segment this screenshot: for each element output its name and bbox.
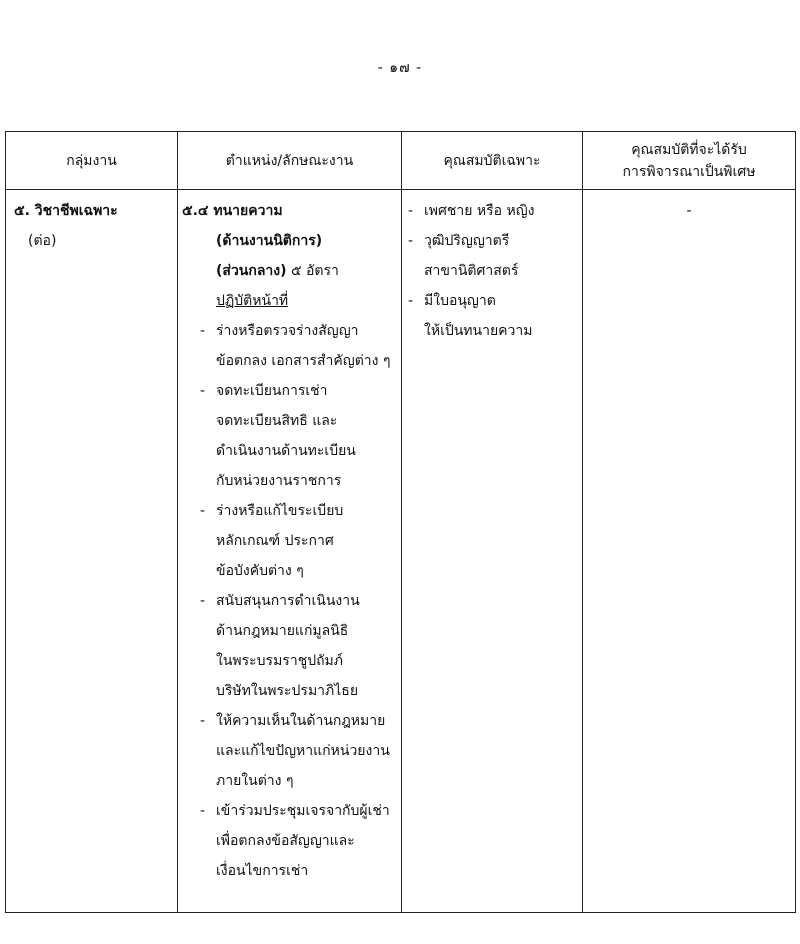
group-title: ๕. วิชาชีพเฉพาะ <box>14 203 118 219</box>
bullet-dash: - <box>408 233 414 249</box>
duty-item <box>178 376 401 406</box>
bullet-dash: - <box>408 293 414 309</box>
qualification-item-text: วุฒิปริญญาตรี <box>424 233 510 249</box>
table-row <box>6 190 796 913</box>
duty-item-continuation: หลักเกณฑ์ ประกาศ <box>216 533 334 549</box>
duty-item <box>178 706 401 736</box>
qualification-item-continuation: ให้เป็นทนายความ <box>424 323 533 339</box>
qualification-item <box>402 226 582 256</box>
header-group: กลุ่มงาน <box>6 132 178 190</box>
table-header-row <box>6 132 796 190</box>
duty-item-text: เข้าร่วมประชุมเจรจากับผู้เช่า <box>216 803 390 819</box>
duty-item-continuation: ดำเนินงานด้านทะเบียน <box>216 443 356 459</box>
qualification-item <box>402 196 582 226</box>
bullet-dash: - <box>200 713 206 729</box>
special-consideration-cell <box>583 190 796 913</box>
duty-item <box>178 586 401 616</box>
header-position: ตำแหน่ง/ลักษณะงาน <box>178 132 402 190</box>
duty-item-continuation: และแก้ไขปัญหาแก่หน่วยงาน <box>216 743 390 759</box>
bullet-dash: - <box>200 803 206 819</box>
duty-item-text: ร่างหรือแก้ไขระเบียบ <box>216 503 344 519</box>
qualification-item-text: มีใบอนุญาต <box>424 293 496 309</box>
position-quota <box>178 256 401 286</box>
bullet-dash: - <box>200 503 206 519</box>
bullet-dash: - <box>408 203 414 219</box>
duty-item <box>178 796 401 826</box>
header-special-consideration <box>583 132 796 190</box>
bullet-dash: - <box>200 383 206 399</box>
position-cell <box>178 190 402 913</box>
duty-item-continuation: ด้านกฎหมายแก่มูลนิธิ <box>216 623 349 639</box>
duty-label-line <box>178 286 401 316</box>
position-count: ๕ อัตรา <box>286 263 339 279</box>
qualification-cell <box>402 190 583 913</box>
duty-item-continuation: ภายในต่าง ๆ <box>216 773 294 789</box>
duty-item-text: สนับสนุนการดำเนินงาน <box>216 593 360 609</box>
position-title: ๕.๔ ทนายความ <box>182 203 283 219</box>
group-continued: (ต่อ) <box>28 233 57 249</box>
duty-item-text: ให้ความเห็นในด้านกฎหมาย <box>216 713 386 729</box>
duty-item <box>178 316 401 346</box>
header-qualification: คุณสมบัติเฉพาะ <box>402 132 583 190</box>
qualification-item <box>402 286 582 316</box>
bullet-dash: - <box>200 593 206 609</box>
duty-item-continuation: ข้อตกลง เอกสารสำคัญต่าง ๆ <box>216 353 391 369</box>
special-consideration-value: - <box>686 203 692 219</box>
header-special-line-2: การพิจารณาเป็นพิเศษ <box>622 163 756 180</box>
duty-item-continuation: ข้อบังคับต่าง ๆ <box>216 563 304 579</box>
duty-item-continuation: กับหน่วยงานราชการ <box>216 473 342 489</box>
duty-item-continuation: เงื่อนไขการเช่า <box>216 863 309 879</box>
duty-item-continuation: บริษัทในพระปรมาภิไธย <box>216 683 359 699</box>
header-special-line-1: คุณสมบัติที่จะได้รับ <box>631 141 747 158</box>
qualification-item-continuation: สาขานิติศาสตร์ <box>424 263 519 279</box>
group-cell <box>6 190 178 913</box>
duty-item-text: ร่างหรือตรวจร่างสัญญา <box>216 323 359 339</box>
duty-item <box>178 496 401 526</box>
duty-label: ปฏิบัติหน้าที่ <box>216 293 289 309</box>
duty-item-continuation: เพื่อตกลงข้อสัญญาและ <box>216 833 355 849</box>
qualification-table <box>5 131 796 913</box>
duty-item-continuation: ในพระบรมราชูปถัมภ์ <box>216 653 344 669</box>
position-subtitle: (ด้านงานนิติการ) <box>216 233 323 249</box>
qualification-item-text: เพศชาย หรือ หญิง <box>424 203 535 219</box>
duty-item-text: จดทะเบียนการเช่า <box>216 383 328 399</box>
position-location: (ส่วนกลาง) <box>216 263 287 279</box>
bullet-dash: - <box>200 323 206 339</box>
duty-item-continuation: จดทะเบียนสิทธิ และ <box>216 413 338 429</box>
page-number: - ๑๗ - <box>377 60 423 76</box>
